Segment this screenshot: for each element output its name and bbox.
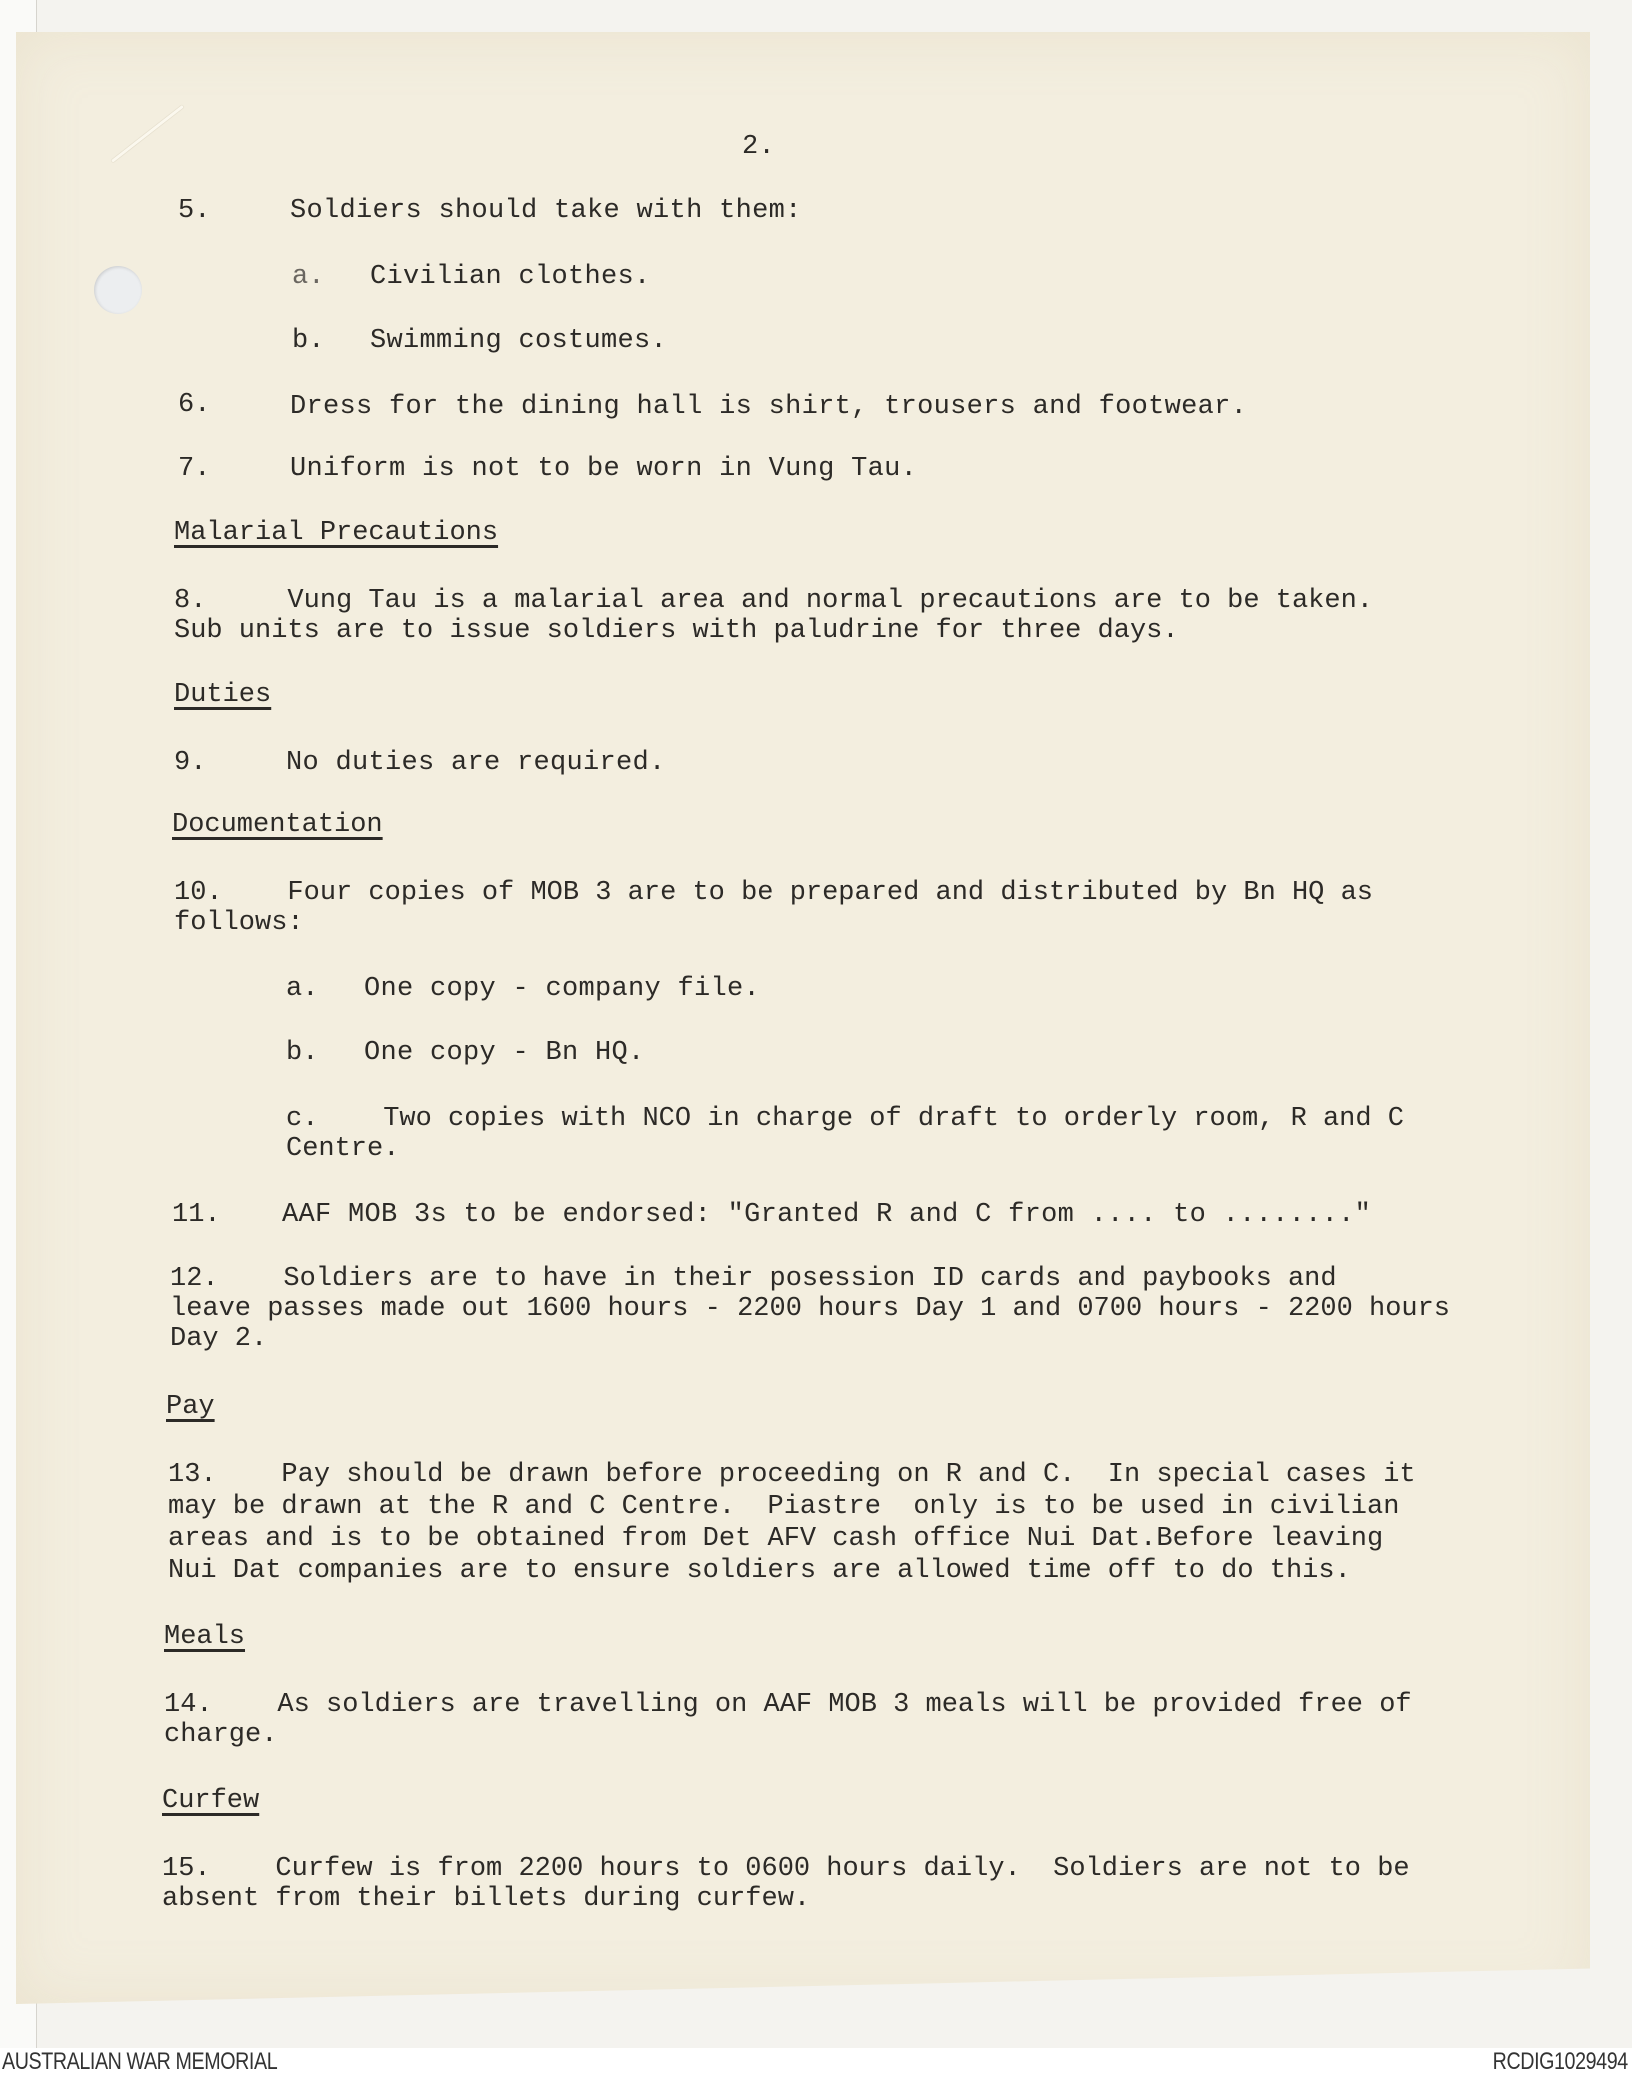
staple-mark <box>111 105 184 163</box>
sub-item-letter: a. <box>292 262 325 292</box>
paragraph-10-line: follows: <box>174 908 304 938</box>
sub-item-text: Swimming costumes. <box>370 326 668 356</box>
item-number: 11. <box>172 1200 221 1230</box>
sub-item-text: One copy - company file. <box>364 974 761 1004</box>
paragraph-8-line: 8. Vung Tau is a malarial area and normal precautions are to be taken. <box>174 586 1373 616</box>
paragraph-12-line: 12. Soldiers are to have in their posession ID cards and paybooks and <box>170 1264 1337 1294</box>
paragraph-10-line: 10. Four copies of MOB 3 are to be prepared and distributed by Bn HQ as <box>174 878 1373 908</box>
item-text: Uniform is not to be worn in Vung Tau. <box>290 454 918 484</box>
paragraph-13-line: 13. Pay should be drawn before proceeding on R and C. In special cases it <box>168 1460 1416 1490</box>
item-text: Dress for the dining hall is shirt, trousers and footwear. <box>290 392 1248 422</box>
sub-item-letter: b. <box>292 326 325 356</box>
section-heading-meals: Meals <box>164 1622 246 1652</box>
paragraph-14-line: charge. <box>164 1720 278 1750</box>
item-number: 7. <box>178 454 211 484</box>
paragraph-12-line: Day 2. <box>170 1324 268 1354</box>
paragraph-11-text: AAF MOB 3s to be endorsed: "Granted R and C from .... to ........" <box>282 1200 1372 1230</box>
sub-item-letter: b. <box>286 1038 319 1068</box>
sub-item-text: One copy - Bn HQ. <box>364 1038 645 1068</box>
item-number: 6. <box>178 390 211 420</box>
paragraph-13-line: may be drawn at the R and C Centre. Piastre only is to be used in civilian <box>168 1492 1400 1522</box>
sub-item-c-line: Centre. <box>286 1134 400 1164</box>
paragraph-8-line: Sub units are to issue soldiers with paludrine for three days. <box>174 616 1179 646</box>
page-number: 2. <box>742 132 776 162</box>
paragraph-9-text: No duties are required. <box>286 748 666 778</box>
item-number: 9. <box>174 748 207 778</box>
paragraph-12-line: leave passes made out 1600 hours - 2200 hours Day 1 and 0700 hours - 2200 hours <box>170 1294 1451 1324</box>
section-heading-curfew: Curfew <box>162 1786 260 1816</box>
section-heading-pay: Pay <box>166 1392 215 1422</box>
item-text: Soldiers should take with them: <box>290 196 802 226</box>
paragraph-14-line: 14. As soldiers are travelling on AAF MOB 3 meals will be provided free of <box>164 1690 1412 1720</box>
footer-institution: AUSTRALIAN WAR MEMORIAL <box>2 2048 278 2075</box>
section-heading-malarial-precautions: Malarial Precautions <box>174 518 499 548</box>
paragraph-13-line: Nui Dat companies are to ensure soldiers are allowed time off to do this. <box>168 1556 1351 1586</box>
section-heading-documentation: Documentation <box>172 810 383 840</box>
item-number: 5. <box>178 196 211 226</box>
footer-catalogue-id: RCDIG1029494 <box>1492 2048 1628 2075</box>
section-heading-duties: Duties <box>174 680 272 710</box>
sub-item-letter: a. <box>286 974 319 1004</box>
sub-item-c-line: c. Two copies with NCO in charge of draft to orderly room, R and C <box>286 1104 1404 1134</box>
hole-punch <box>94 266 142 314</box>
paragraph-15-line: absent from their billets during curfew. <box>162 1884 811 1914</box>
sub-item-text: Civilian clothes. <box>370 262 651 292</box>
paragraph-13-line: areas and is to be obtained from Det AFV cash office Nui Dat.Before leaving <box>168 1524 1384 1554</box>
paragraph-15-line: 15. Curfew is from 2200 hours to 0600 hours daily. Soldiers are not to be <box>162 1854 1410 1884</box>
